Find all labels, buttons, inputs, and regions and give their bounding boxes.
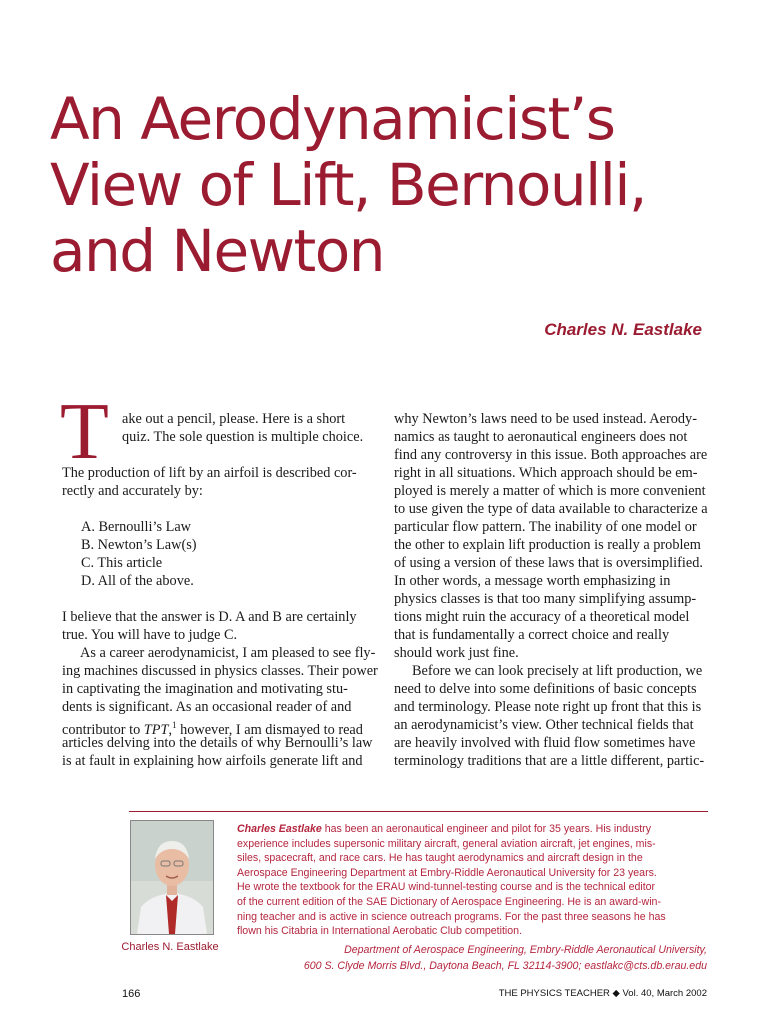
text-line: terminology traditions that are a little different, partic-	[394, 753, 705, 769]
text-fragment: however, I am dismayed to read	[176, 721, 363, 738]
affiliation-line: 600 S. Clyde Morris Blvd., Daytona Beach, FL 32114-3900; eastlakc@cts.db.erau.edu	[303, 960, 707, 972]
text-line: tions might ruin the accuracy of a theoretical model	[394, 609, 690, 625]
text-line: articles delving into the details of why Bernoulli’s law	[62, 735, 373, 751]
text-line: to use given the type of data available to characterize a	[394, 501, 708, 517]
text-line: dents is significant. As an occasional reader of and	[62, 699, 352, 715]
bio-line: He wrote the textbook for the ERAU wind-tunnel-testing course and is the technical editor	[237, 881, 656, 894]
bio-line: of the current edition of the SAE Dictionary of Aerospace Engineering. He is an award-win-	[237, 895, 661, 908]
text-line: I believe that the answer is D. A and B are certainly	[62, 609, 357, 625]
photo-caption: Charles N. Eastlake	[121, 941, 219, 953]
text-line: find any controversy in this issue. Both approaches are	[394, 447, 708, 463]
author-affiliation	[304, 942, 707, 974]
bio-line: siles, spacecraft, and race cars. He has taught aerodynamics and aircraft design in the	[237, 852, 643, 865]
affiliation-line: Department of Aerospace Engineering, Embry-Riddle Aeronautical University,	[344, 944, 707, 956]
text-line: true. You will have to judge C.	[62, 627, 238, 643]
text-line: ing machines discussed in physics classes. Their power	[62, 663, 378, 679]
footnote-ref[interactable]: 1	[172, 720, 177, 730]
quiz-option: B. Newton’s Law(s)	[81, 537, 197, 553]
text-line: ake out a pencil, please. Here is a short	[122, 411, 346, 427]
text-line: rectly and accurately by:	[62, 483, 203, 499]
text-column-right	[394, 410, 708, 770]
bio-line	[237, 822, 712, 837]
text-line: The production of lift by an airfoil is described cor-	[62, 465, 357, 481]
text-column-left	[62, 410, 378, 770]
page-number: 166	[122, 988, 141, 1000]
text-line: Before we can look precisely at lift production, we	[412, 663, 703, 679]
text-line: that is fundamentally a correct choice and really	[394, 627, 670, 643]
text-line: of using a version of these laws that is oversimplified.	[394, 555, 703, 571]
text-line: physics classes is that too many simplifying assump-	[394, 591, 697, 607]
divider-rule	[129, 811, 708, 812]
title-line: View of Lift, Bernoulli,	[50, 151, 646, 219]
text-line: an aerodynamicist’s view. Other technical fields that	[394, 717, 694, 733]
text-line: ployed is merely a matter of which is more convenient	[394, 483, 706, 499]
text-line: should work just fine.	[394, 645, 519, 661]
quiz-option: C. This article	[81, 555, 163, 571]
text-line: in captivating the imagination and motivating stu-	[62, 681, 348, 697]
bio-name: Charles Eastlake	[237, 823, 322, 835]
text-fragment: contributor to	[62, 721, 144, 738]
text-line: why Newton’s laws need to be used instead. Aerody-	[394, 411, 697, 427]
text-fragment: ,	[168, 721, 173, 738]
text-line: the other to explain lift production is really a problem	[394, 537, 701, 553]
text-line: are heavily involved with fluid flow sometimes have	[394, 735, 696, 751]
text-line: namics as taught to aeronautical engineers does not	[394, 429, 688, 445]
journal-abbrev: TPT	[143, 721, 169, 738]
bio-line: ning teacher and is active in science outreach programs. For the past three seasons he has	[237, 910, 666, 923]
author-byline: Charles N. Eastlake	[544, 320, 702, 339]
text-line: quiz. The sole question is multiple choice.	[122, 429, 364, 445]
article-title	[50, 86, 750, 284]
text-line: particular flow pattern. The inability of one model or	[394, 519, 697, 535]
title-line: An Aerodynamicist’s	[50, 85, 615, 153]
quiz-option: D. All of the above.	[81, 573, 194, 589]
author-photo	[130, 820, 214, 935]
quiz-option: A. Bernoulli’s Law	[81, 519, 191, 535]
author-bio	[237, 822, 712, 939]
running-footer: THE PHYSICS TEACHER ◆ Vol. 40, March 2002	[498, 988, 707, 999]
text-line: and terminology. Please note right up front that this is	[394, 699, 702, 715]
title-line: and Newton	[50, 217, 385, 285]
text-fragment: has been an aeronautical engineer and pilot for 35 years. His industry	[321, 823, 652, 835]
text-line: need to delve into some definitions of basic concepts	[394, 681, 697, 697]
text-line: right in all situations. Which approach should be em-	[394, 465, 698, 481]
text-line: As a career aerodynamicist, I am pleased to see fly-	[80, 645, 376, 661]
text-line	[62, 716, 372, 738]
text-line: In other words, a message worth emphasizing in	[394, 573, 671, 589]
bio-line: flown his Citabria in International Aerobatic Club competition.	[237, 925, 523, 938]
bio-line: experience includes supersonic military aircraft, general aviation aircraft, jet engines, mis-	[237, 837, 656, 850]
text-line: is at fault in explaining how airfoils generate lift and	[62, 753, 363, 769]
drop-cap: T	[60, 388, 109, 476]
bio-line: Aerospace Engineering Department at Embry-Riddle Aeronautical University for 23 years.	[237, 866, 657, 879]
